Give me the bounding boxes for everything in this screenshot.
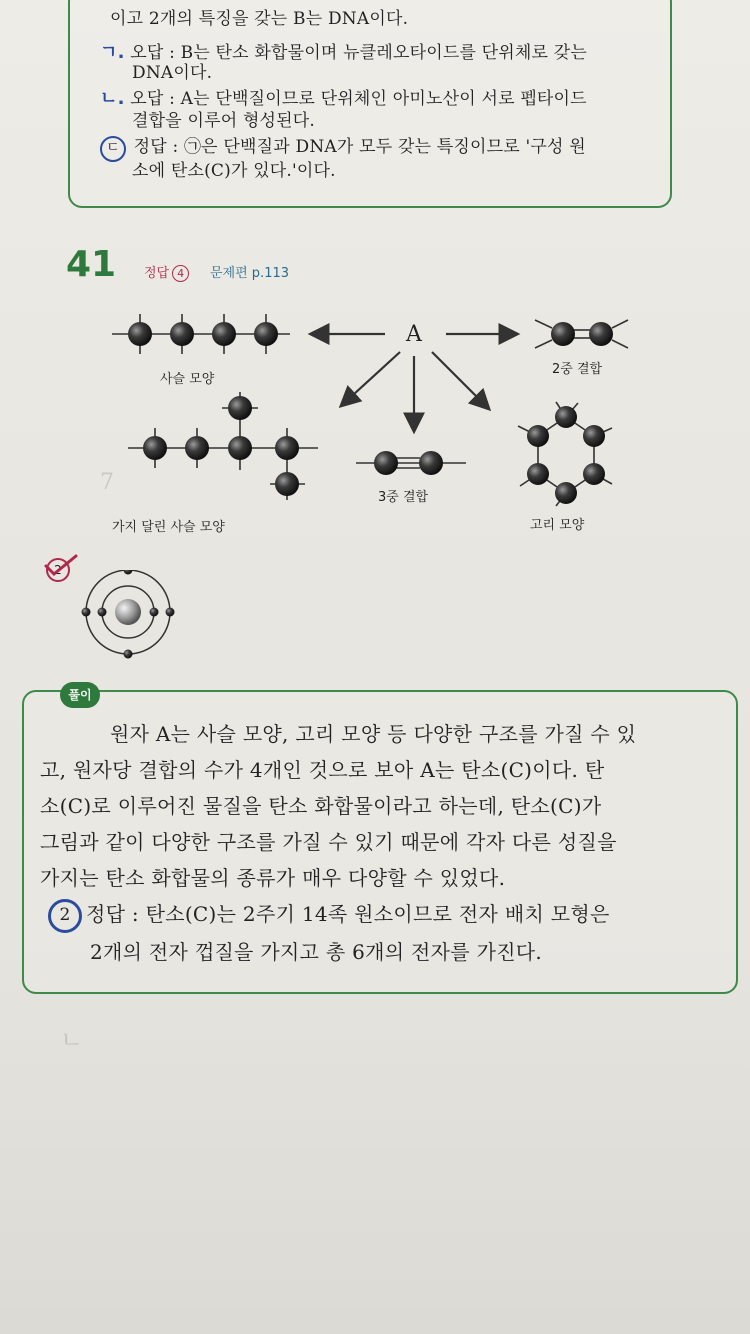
double-bond-caption: 2중 결합 (552, 362, 603, 377)
explanation-answer-line-1: 2 정답 : 탄소(C)는 2주기 14족 원소이므로 전자 배치 모형은 (48, 898, 610, 933)
prev-line-7: 소에 탄소(C)가 있다.'이다. (132, 161, 336, 181)
answer-circle-mark: 2 (48, 899, 82, 933)
chain-structure (112, 314, 290, 354)
electron-model-diagram (78, 570, 178, 660)
prev-line-1: 이고 2개의 특징을 갖는 B는 DNA이다. (110, 9, 409, 29)
prev-line-2: ㄱ. 오답 : B는 탄소 화합물이며 뉴클레오타이드를 단위체로 갖는 (100, 42, 588, 63)
prev-line-5: 결합을 이루어 형성된다. (132, 111, 316, 131)
carbon-structures-diagram (0, 290, 750, 550)
explanation-line-3: 소(C)로 이루어진 물질을 탄소 화합물이라고 하는데, 탄소(C)가 (40, 794, 602, 818)
ring-caption: 고리 모양 (530, 518, 585, 533)
atom-a-label: A (406, 322, 422, 347)
prev-line-3: DNA이다. (132, 63, 213, 83)
answer-number-circle: 4 (172, 265, 189, 282)
chain-caption: 사슬 모양 (160, 372, 215, 387)
triple-bond-caption: 3중 결합 (378, 490, 429, 505)
prev-line-6: ㄷ 정답 : ㉠은 단백질과 DNA가 모두 갖는 특징이므로 '구성 원 (100, 132, 586, 162)
question-number: 41 (66, 244, 117, 285)
branched-caption: 가지 달린 사슬 모양 (112, 520, 225, 535)
explanation-answer-line-2: 2개의 전자 껍질을 가지고 총 6개의 전자를 가진다. (90, 940, 543, 964)
wrong-mark-2: ㄴ. (100, 88, 125, 109)
explanation-line-5: 가지는 탄소 화합물의 종류가 매우 다양할 수 있었다. (40, 866, 506, 890)
explanation-tag: 풀이 (60, 682, 100, 708)
ring-structure (518, 402, 612, 506)
wrong-mark-1: ㄱ. (100, 42, 125, 63)
answer-label: 정답 4 (144, 262, 192, 282)
check-icon (42, 552, 82, 582)
branched-chain-structure (128, 392, 318, 500)
double-bond-structure (535, 320, 628, 348)
triple-bond-structure (356, 451, 466, 475)
arrows (312, 334, 516, 430)
explanation-line-1: 원자 A는 사슬 모양, 고리 모양 등 다양한 구조를 가질 수 있 (110, 722, 637, 746)
explanation-line-4: 그림과 같이 다양한 구조를 가질 수 있기 때문에 각자 다른 성질을 (40, 830, 617, 854)
ghost-text-1: 7 (100, 470, 114, 495)
prev-line-4: ㄴ. 오답 : A는 단백질이므로 단위체인 아미노산이 서로 펩타이드 (100, 88, 587, 109)
problem-page-ref: 문제편 p.113 (210, 266, 290, 281)
ghost-text-2: ㄴ (60, 1026, 84, 1054)
correct-circle-mark: ㄷ (100, 136, 126, 162)
explanation-line-2: 고, 원자당 결합의 수가 4개인 것으로 보아 A는 탄소(C)이다. 탄 (40, 758, 605, 782)
choice-number-circle: 2 (46, 558, 70, 582)
